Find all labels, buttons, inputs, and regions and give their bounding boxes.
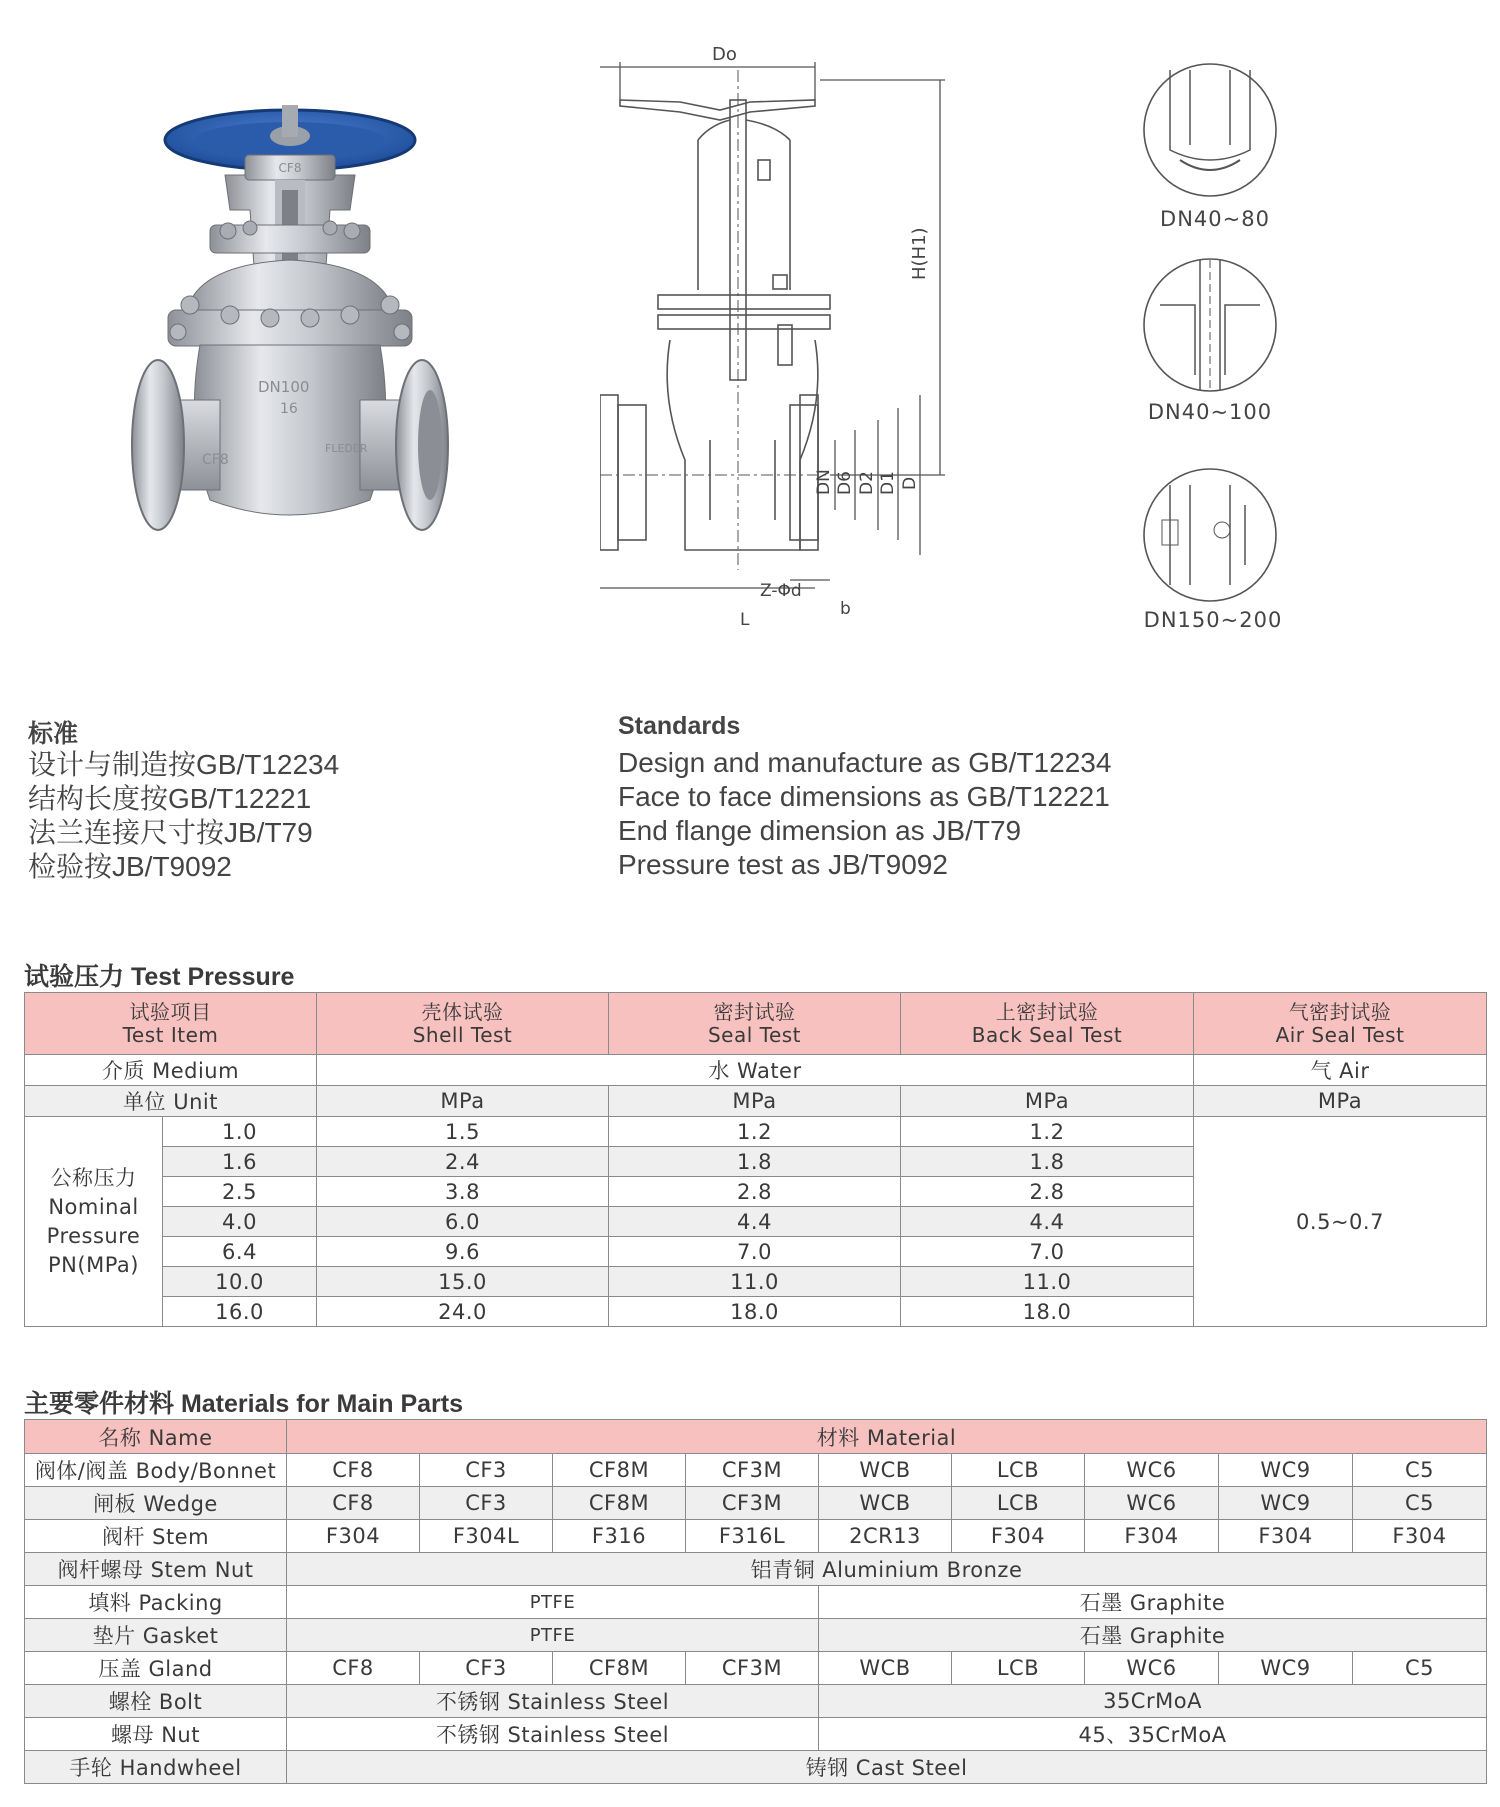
material-row xyxy=(25,1520,1487,1553)
material-row xyxy=(25,1751,1487,1784)
back-seal-value: 1.2 xyxy=(901,1117,1194,1147)
nominal-pressure-label xyxy=(25,1117,163,1327)
material-cell: F316L xyxy=(686,1520,819,1553)
shell-value: 2.4 xyxy=(317,1147,609,1177)
material-cell: CF8M xyxy=(553,1454,686,1487)
unit-cell: MPa xyxy=(317,1086,609,1117)
header-cn: 壳体试验 xyxy=(421,999,504,1024)
standards-en-line: End flange dimension as JB/T79 xyxy=(618,815,1022,846)
material-row xyxy=(25,1586,1487,1619)
unit-row xyxy=(25,1086,1487,1117)
yoke-mark: CF8 xyxy=(278,161,302,175)
standards-en-list xyxy=(618,746,1111,882)
unit-cell: MPa xyxy=(901,1086,1194,1117)
shell-value: 1.5 xyxy=(317,1117,609,1147)
material-cell: CF8 xyxy=(287,1652,420,1685)
materials-table xyxy=(24,1419,1487,1784)
material-cell: CF3M xyxy=(686,1487,819,1520)
material-cell: WC9 xyxy=(1219,1652,1353,1685)
header-cn: 上密封试验 xyxy=(995,999,1099,1024)
material-cell: CF8 xyxy=(287,1487,420,1520)
medium-water: 水 Water xyxy=(317,1055,1194,1086)
material-cell: CF8 xyxy=(287,1454,420,1487)
pn-value: 16.0 xyxy=(163,1297,317,1327)
back-seal-value: 18.0 xyxy=(901,1297,1194,1327)
gate-valve-photo xyxy=(130,100,450,620)
material-cell: WCB xyxy=(819,1487,952,1520)
material-cell: CF3 xyxy=(420,1487,553,1520)
detail-caption: DN150~200 xyxy=(1143,608,1283,632)
material-cell: F304 xyxy=(1353,1520,1487,1553)
material-cell: F304L xyxy=(420,1520,553,1553)
shell-value: 6.0 xyxy=(317,1207,609,1237)
body-mark-size: DN100 xyxy=(258,378,310,396)
col-header-material: 材料 Material xyxy=(287,1420,1487,1454)
standards-cn-heading: 标准 xyxy=(28,720,79,748)
pn-value: 2.5 xyxy=(163,1177,317,1207)
col-header-shell-test xyxy=(317,993,609,1055)
dim-do: Do xyxy=(712,44,737,65)
material-cell: CF3 xyxy=(420,1652,553,1685)
pressure-row xyxy=(25,1117,1487,1147)
header-en: Seal Test xyxy=(707,1022,802,1047)
material-row xyxy=(25,1652,1487,1685)
back-seal-value: 2.8 xyxy=(901,1177,1194,1207)
pn-value: 1.6 xyxy=(163,1147,317,1177)
material-cell: 45、35CrMoA xyxy=(819,1718,1487,1751)
body-mark-brand: FLEDER xyxy=(325,442,368,455)
material-cell: CF8M xyxy=(553,1652,686,1685)
seal-value: 2.8 xyxy=(609,1177,901,1207)
seal-value: 1.2 xyxy=(609,1117,901,1147)
medium-air: 气 Air xyxy=(1194,1055,1487,1086)
material-cell: F304 xyxy=(1085,1520,1219,1553)
material-cell: 石墨 Graphite xyxy=(819,1586,1487,1619)
standards-en-line: Design and manufacture as GB/T12234 xyxy=(618,747,1112,778)
header-cn: 气密封试验 xyxy=(1288,999,1392,1024)
dim-h: H(H1) xyxy=(909,227,930,280)
header-cn: 试验项目 xyxy=(129,999,212,1024)
materials-title: 主要零件材料 Materials for Main Parts xyxy=(24,1390,463,1418)
material-cell: 铸钢 Cast Steel xyxy=(287,1751,1487,1784)
valve-section-drawing xyxy=(600,40,1020,660)
test-pressure-table xyxy=(24,992,1487,1327)
part-name: 阀杆 Stem xyxy=(25,1520,287,1553)
standards-en-heading: Standards xyxy=(618,712,741,740)
pn-label-line: PN(MPa) xyxy=(48,1252,139,1277)
standards-cn-line: 检验按JB/T9092 xyxy=(28,851,232,882)
material-cell: 35CrMoA xyxy=(819,1685,1487,1718)
part-name: 螺栓 Bolt xyxy=(25,1685,287,1718)
unit-cell: MPa xyxy=(609,1086,901,1117)
standards-en-line: Face to face dimensions as GB/T12221 xyxy=(618,781,1110,812)
seal-value: 1.8 xyxy=(609,1147,901,1177)
detail-dn40-80 xyxy=(1140,60,1280,200)
material-cell: 不锈钢 Stainless Steel xyxy=(287,1685,819,1718)
header-en: Shell Test xyxy=(412,1022,513,1047)
seal-value: 4.4 xyxy=(609,1207,901,1237)
pn-value: 4.0 xyxy=(163,1207,317,1237)
standards-cn-list xyxy=(28,748,339,884)
material-row xyxy=(25,1454,1487,1487)
material-cell: C5 xyxy=(1353,1454,1487,1487)
body-mark-material: CF8 xyxy=(202,452,229,468)
material-cell: 石墨 Graphite xyxy=(819,1619,1487,1652)
dim-b: b xyxy=(840,599,851,619)
header-en: Air Seal Test xyxy=(1275,1022,1405,1047)
col-header-name: 名称 Name xyxy=(25,1420,287,1454)
header-cn: 密封试验 xyxy=(713,999,796,1024)
material-cell: LCB xyxy=(952,1454,1085,1487)
material-cell: LCB xyxy=(952,1487,1085,1520)
dim-dn: DN xyxy=(814,469,834,495)
material-cell: 不锈钢 Stainless Steel xyxy=(287,1718,819,1751)
shell-value: 15.0 xyxy=(317,1267,609,1297)
dim-l: L xyxy=(740,610,750,630)
material-cell: PTFE xyxy=(287,1619,819,1652)
part-name: 填料 Packing xyxy=(25,1586,287,1619)
material-cell: CF3 xyxy=(420,1454,553,1487)
pn-label-line: 公称压力 xyxy=(50,1165,137,1190)
part-name: 手轮 Handwheel xyxy=(25,1751,287,1784)
col-header-test-item xyxy=(25,993,317,1055)
part-name: 垫片 Gasket xyxy=(25,1619,287,1652)
standards-cn-line: 结构长度按GB/T12221 xyxy=(28,783,312,814)
material-cell: F304 xyxy=(287,1520,420,1553)
material-row xyxy=(25,1619,1487,1652)
part-name: 压盖 Gland xyxy=(25,1652,287,1685)
material-row xyxy=(25,1487,1487,1520)
material-cell: WC6 xyxy=(1085,1487,1219,1520)
material-row xyxy=(25,1685,1487,1718)
part-name: 阀体/阀盖 Body/Bonnet xyxy=(25,1454,287,1487)
part-name: 阀杆螺母 Stem Nut xyxy=(25,1553,287,1586)
medium-label: 介质 Medium xyxy=(25,1055,317,1086)
material-cell: LCB xyxy=(952,1652,1085,1685)
col-header-air-seal-test xyxy=(1194,993,1487,1055)
detail-caption: DN40~100 xyxy=(1147,400,1273,424)
material-cell: 2CR13 xyxy=(819,1520,952,1553)
detail-dn40-100 xyxy=(1140,255,1280,395)
material-cell: PTFE xyxy=(287,1586,819,1619)
test-pressure-title: 试验压力 Test Pressure xyxy=(24,963,295,991)
col-header-seal-test xyxy=(609,993,901,1055)
material-cell: WC9 xyxy=(1219,1487,1353,1520)
material-cell: WC6 xyxy=(1085,1652,1219,1685)
seal-value: 7.0 xyxy=(609,1237,901,1267)
standards-cn-line: 设计与制造按GB/T12234 xyxy=(28,749,340,780)
back-seal-value: 1.8 xyxy=(901,1147,1194,1177)
back-seal-value: 4.4 xyxy=(901,1207,1194,1237)
header-en: Back Seal Test xyxy=(971,1022,1123,1047)
material-row xyxy=(25,1718,1487,1751)
dim-d2: D2 xyxy=(857,471,877,495)
test-pressure-header-row xyxy=(25,993,1487,1055)
material-cell: WCB xyxy=(819,1454,952,1487)
air-seal-value: 0.5~0.7 xyxy=(1194,1117,1487,1327)
shell-value: 3.8 xyxy=(317,1177,609,1207)
dim-z-phi-d: Z-Φd xyxy=(760,581,802,601)
shell-value: 24.0 xyxy=(317,1297,609,1327)
material-cell: C5 xyxy=(1353,1652,1487,1685)
material-cell: WCB xyxy=(819,1652,952,1685)
material-cell: CF3M xyxy=(686,1454,819,1487)
material-cell: F304 xyxy=(952,1520,1085,1553)
back-seal-value: 11.0 xyxy=(901,1267,1194,1297)
dim-d: D xyxy=(900,476,920,490)
col-header-back-seal-test xyxy=(901,993,1194,1055)
dim-d1: D1 xyxy=(878,471,898,495)
material-cell: 铝青铜 Aluminium Bronze xyxy=(287,1553,1487,1586)
unit-cell: MPa xyxy=(1194,1086,1487,1117)
pn-value: 6.4 xyxy=(163,1237,317,1267)
part-name: 螺母 Nut xyxy=(25,1718,287,1751)
back-seal-value: 7.0 xyxy=(901,1237,1194,1267)
seal-value: 18.0 xyxy=(609,1297,901,1327)
material-cell: CF8M xyxy=(553,1487,686,1520)
pn-label-line: Nominal xyxy=(48,1194,139,1219)
pn-value: 10.0 xyxy=(163,1267,317,1297)
material-row xyxy=(25,1553,1487,1586)
standards-en-line: Pressure test as JB/T9092 xyxy=(618,849,948,880)
material-cell: F304 xyxy=(1219,1520,1353,1553)
material-cell: C5 xyxy=(1353,1487,1487,1520)
part-name: 闸板 Wedge xyxy=(25,1487,287,1520)
medium-row xyxy=(25,1055,1487,1086)
materials-header-row xyxy=(25,1420,1487,1454)
header-en: Test Item xyxy=(122,1022,219,1047)
detail-dn150-200 xyxy=(1140,465,1280,605)
material-cell: F316 xyxy=(553,1520,686,1553)
material-cell: WC9 xyxy=(1219,1454,1353,1487)
seal-value: 11.0 xyxy=(609,1267,901,1297)
unit-label: 单位 Unit xyxy=(25,1086,317,1117)
detail-caption: DN40~80 xyxy=(1160,207,1270,231)
body-mark-pressure: 16 xyxy=(280,401,298,417)
material-cell: CF3M xyxy=(686,1652,819,1685)
standards-cn-line: 法兰连接尺寸按JB/T79 xyxy=(28,817,313,848)
dim-d6: D6 xyxy=(835,471,855,495)
material-cell: WC6 xyxy=(1085,1454,1219,1487)
shell-value: 9.6 xyxy=(317,1237,609,1267)
pn-value: 1.0 xyxy=(163,1117,317,1147)
pn-label-line: Pressure xyxy=(46,1223,141,1248)
